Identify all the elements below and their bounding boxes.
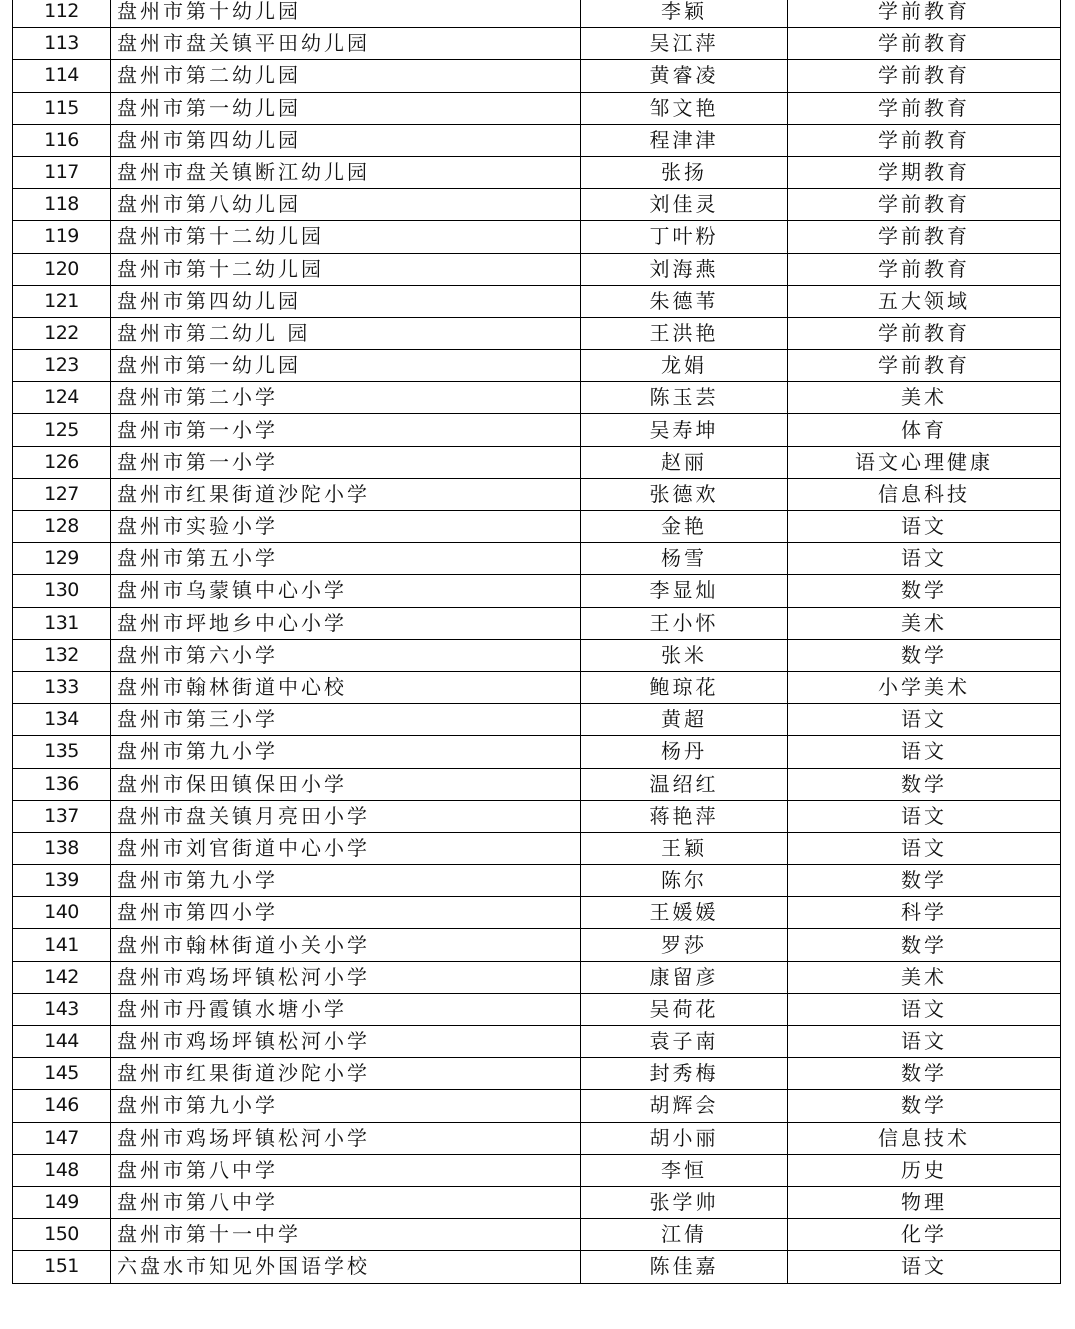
school-name-cell: 盘州市盘关镇平田幼儿园 <box>111 28 581 60</box>
row-number-cell: 131 <box>13 607 111 639</box>
teacher-name-cell: 李颖 <box>581 0 788 28</box>
table-row <box>13 92 1061 124</box>
table-row <box>13 511 1061 543</box>
school-name-cell: 盘州市第八中学 <box>111 1186 581 1218</box>
table-row <box>13 639 1061 671</box>
table-row <box>13 929 1061 961</box>
subject-cell: 学前教育 <box>788 189 1061 221</box>
row-number-cell: 141 <box>13 929 111 961</box>
teacher-name-cell: 江倩 <box>581 1219 788 1251</box>
table-row <box>13 446 1061 478</box>
row-number-cell: 120 <box>13 253 111 285</box>
school-name-cell: 盘州市红果街道沙陀小学 <box>111 1058 581 1090</box>
table-row <box>13 253 1061 285</box>
table-row <box>13 1186 1061 1218</box>
subject-cell: 学前教育 <box>788 92 1061 124</box>
school-name-cell: 盘州市第三小学 <box>111 704 581 736</box>
subject-cell: 体育 <box>788 414 1061 446</box>
table-row <box>13 28 1061 60</box>
teacher-name-cell: 黄睿凌 <box>581 60 788 92</box>
subject-cell: 语文 <box>788 511 1061 543</box>
subject-cell: 数学 <box>788 929 1061 961</box>
row-number-cell: 115 <box>13 92 111 124</box>
school-name-cell: 盘州市第一幼儿园 <box>111 92 581 124</box>
subject-cell: 数学 <box>788 768 1061 800</box>
teacher-name-cell: 温绍红 <box>581 768 788 800</box>
teacher-name-cell: 鲍琼花 <box>581 671 788 703</box>
row-number-cell: 128 <box>13 511 111 543</box>
row-number-cell: 119 <box>13 221 111 253</box>
subject-cell: 信息技术 <box>788 1122 1061 1154</box>
subject-cell: 历史 <box>788 1154 1061 1186</box>
table-row <box>13 414 1061 446</box>
table-row <box>13 317 1061 349</box>
subject-cell: 数学 <box>788 865 1061 897</box>
table-row <box>13 124 1061 156</box>
subject-cell: 数学 <box>788 575 1061 607</box>
row-number-cell: 117 <box>13 156 111 188</box>
school-name-cell: 盘州市第九小学 <box>111 865 581 897</box>
school-name-cell: 六盘水市知见外国语学校 <box>111 1251 581 1283</box>
table-row <box>13 607 1061 639</box>
school-name-cell: 盘州市盘关镇断江幼儿园 <box>111 156 581 188</box>
subject-cell: 语文 <box>788 704 1061 736</box>
school-name-cell: 盘州市鸡场坪镇松河小学 <box>111 1026 581 1058</box>
school-name-cell: 盘州市第六小学 <box>111 639 581 671</box>
row-number-cell: 122 <box>13 317 111 349</box>
row-number-cell: 150 <box>13 1219 111 1251</box>
table-row <box>13 768 1061 800</box>
school-name-cell: 盘州市第九小学 <box>111 736 581 768</box>
table-row <box>13 221 1061 253</box>
row-number-cell: 143 <box>13 993 111 1025</box>
school-name-cell: 盘州市第二小学 <box>111 382 581 414</box>
school-name-cell: 盘州市坪地乡中心小学 <box>111 607 581 639</box>
school-name-cell: 盘州市第一小学 <box>111 414 581 446</box>
subject-cell: 数学 <box>788 639 1061 671</box>
teacher-name-cell: 张德欢 <box>581 478 788 510</box>
teacher-name-cell: 张扬 <box>581 156 788 188</box>
table-row <box>13 1122 1061 1154</box>
table-row <box>13 1026 1061 1058</box>
subject-cell: 语文 <box>788 543 1061 575</box>
subject-cell: 物理 <box>788 1186 1061 1218</box>
teacher-name-cell: 张学帅 <box>581 1186 788 1218</box>
school-name-cell: 盘州市红果街道沙陀小学 <box>111 478 581 510</box>
subject-cell: 美术 <box>788 607 1061 639</box>
school-name-cell: 盘州市第十幼儿园 <box>111 0 581 28</box>
table-row <box>13 961 1061 993</box>
subject-cell: 化学 <box>788 1219 1061 1251</box>
table-row <box>13 0 1061 28</box>
school-name-cell: 盘州市第二幼儿 园 <box>111 317 581 349</box>
school-name-cell: 盘州市第十二幼儿园 <box>111 253 581 285</box>
table-row <box>13 800 1061 832</box>
teacher-name-cell: 程津津 <box>581 124 788 156</box>
subject-cell: 数学 <box>788 1058 1061 1090</box>
row-number-cell: 146 <box>13 1090 111 1122</box>
teacher-name-cell: 罗莎 <box>581 929 788 961</box>
school-name-cell: 盘州市鸡场坪镇松河小学 <box>111 1122 581 1154</box>
row-number-cell: 126 <box>13 446 111 478</box>
teacher-name-cell: 丁叶粉 <box>581 221 788 253</box>
row-number-cell: 130 <box>13 575 111 607</box>
subject-cell: 美术 <box>788 382 1061 414</box>
row-number-cell: 121 <box>13 285 111 317</box>
subject-cell: 语文 <box>788 800 1061 832</box>
teacher-name-cell: 蒋艳萍 <box>581 800 788 832</box>
subject-cell: 语文心理健康 <box>788 446 1061 478</box>
teacher-name-cell: 胡小丽 <box>581 1122 788 1154</box>
row-number-cell: 151 <box>13 1251 111 1283</box>
school-name-cell: 盘州市第十一中学 <box>111 1219 581 1251</box>
school-name-cell: 盘州市盘关镇月亮田小学 <box>111 800 581 832</box>
row-number-cell: 147 <box>13 1122 111 1154</box>
teacher-name-cell: 杨丹 <box>581 736 788 768</box>
row-number-cell: 129 <box>13 543 111 575</box>
row-number-cell: 124 <box>13 382 111 414</box>
teacher-name-cell: 王洪艳 <box>581 317 788 349</box>
table-row <box>13 575 1061 607</box>
teacher-name-cell: 王小怀 <box>581 607 788 639</box>
school-name-cell: 盘州市第十二幼儿园 <box>111 221 581 253</box>
teacher-name-cell: 王颖 <box>581 832 788 864</box>
teacher-name-cell: 吴江萍 <box>581 28 788 60</box>
row-number-cell: 145 <box>13 1058 111 1090</box>
school-name-cell: 盘州市第四幼儿园 <box>111 285 581 317</box>
teacher-roster-table <box>12 0 1061 1284</box>
table-row <box>13 1251 1061 1283</box>
table-row <box>13 832 1061 864</box>
table-row <box>13 865 1061 897</box>
row-number-cell: 133 <box>13 671 111 703</box>
teacher-name-cell: 陈玉芸 <box>581 382 788 414</box>
teacher-name-cell: 康留彦 <box>581 961 788 993</box>
school-name-cell: 盘州市翰林街道小关小学 <box>111 929 581 961</box>
table-row <box>13 897 1061 929</box>
school-name-cell: 盘州市第一小学 <box>111 446 581 478</box>
row-number-cell: 140 <box>13 897 111 929</box>
row-number-cell: 125 <box>13 414 111 446</box>
table-row <box>13 704 1061 736</box>
table-row <box>13 350 1061 382</box>
subject-cell: 信息科技 <box>788 478 1061 510</box>
row-number-cell: 148 <box>13 1154 111 1186</box>
subject-cell: 学前教育 <box>788 28 1061 60</box>
teacher-name-cell: 刘佳灵 <box>581 189 788 221</box>
subject-cell: 数学 <box>788 1090 1061 1122</box>
table-row <box>13 543 1061 575</box>
row-number-cell: 112 <box>13 0 111 28</box>
subject-cell: 学前教育 <box>788 60 1061 92</box>
subject-cell: 语文 <box>788 736 1061 768</box>
table-row <box>13 478 1061 510</box>
row-number-cell: 116 <box>13 124 111 156</box>
row-number-cell: 123 <box>13 350 111 382</box>
teacher-name-cell: 陈尔 <box>581 865 788 897</box>
school-name-cell: 盘州市刘官街道中心小学 <box>111 832 581 864</box>
teacher-name-cell: 陈佳嘉 <box>581 1251 788 1283</box>
table-row <box>13 1154 1061 1186</box>
school-name-cell: 盘州市鸡场坪镇松河小学 <box>111 961 581 993</box>
subject-cell: 学前教育 <box>788 350 1061 382</box>
school-name-cell: 盘州市翰林街道中心校 <box>111 671 581 703</box>
teacher-name-cell: 李恒 <box>581 1154 788 1186</box>
row-number-cell: 132 <box>13 639 111 671</box>
teacher-name-cell: 邹文艳 <box>581 92 788 124</box>
table-row <box>13 156 1061 188</box>
row-number-cell: 127 <box>13 478 111 510</box>
row-number-cell: 134 <box>13 704 111 736</box>
table-row <box>13 736 1061 768</box>
teacher-name-cell: 朱德苇 <box>581 285 788 317</box>
teacher-name-cell: 龙娟 <box>581 350 788 382</box>
row-number-cell: 118 <box>13 189 111 221</box>
teacher-name-cell: 赵丽 <box>581 446 788 478</box>
table-row <box>13 1090 1061 1122</box>
teacher-name-cell: 金艳 <box>581 511 788 543</box>
table-row <box>13 60 1061 92</box>
teacher-name-cell: 王媛媛 <box>581 897 788 929</box>
teacher-name-cell: 李显灿 <box>581 575 788 607</box>
teacher-name-cell: 黄超 <box>581 704 788 736</box>
row-number-cell: 135 <box>13 736 111 768</box>
school-name-cell: 盘州市第四小学 <box>111 897 581 929</box>
subject-cell: 学前教育 <box>788 221 1061 253</box>
subject-cell: 学前教育 <box>788 0 1061 28</box>
subject-cell: 五大领域 <box>788 285 1061 317</box>
school-name-cell: 盘州市实验小学 <box>111 511 581 543</box>
teacher-name-cell: 吴寿坤 <box>581 414 788 446</box>
table-row <box>13 189 1061 221</box>
subject-cell: 学期教育 <box>788 156 1061 188</box>
row-number-cell: 149 <box>13 1186 111 1218</box>
teacher-name-cell: 杨雪 <box>581 543 788 575</box>
row-number-cell: 137 <box>13 800 111 832</box>
row-number-cell: 136 <box>13 768 111 800</box>
teacher-name-cell: 吴荷花 <box>581 993 788 1025</box>
row-number-cell: 138 <box>13 832 111 864</box>
school-name-cell: 盘州市第五小学 <box>111 543 581 575</box>
teacher-name-cell: 封秀梅 <box>581 1058 788 1090</box>
teacher-name-cell: 刘海燕 <box>581 253 788 285</box>
row-number-cell: 113 <box>13 28 111 60</box>
table-row <box>13 993 1061 1025</box>
subject-cell: 学前教育 <box>788 124 1061 156</box>
subject-cell: 语文 <box>788 993 1061 1025</box>
school-name-cell: 盘州市乌蒙镇中心小学 <box>111 575 581 607</box>
subject-cell: 语文 <box>788 1026 1061 1058</box>
subject-cell: 学前教育 <box>788 317 1061 349</box>
subject-cell: 科学 <box>788 897 1061 929</box>
table-row <box>13 382 1061 414</box>
school-name-cell: 盘州市第二幼儿园 <box>111 60 581 92</box>
school-name-cell: 盘州市第四幼儿园 <box>111 124 581 156</box>
roster-table-body <box>13 0 1061 1283</box>
school-name-cell: 盘州市第八幼儿园 <box>111 189 581 221</box>
table-row <box>13 1219 1061 1251</box>
row-number-cell: 144 <box>13 1026 111 1058</box>
row-number-cell: 139 <box>13 865 111 897</box>
table-row <box>13 1058 1061 1090</box>
row-number-cell: 142 <box>13 961 111 993</box>
subject-cell: 学前教育 <box>788 253 1061 285</box>
subject-cell: 美术 <box>788 961 1061 993</box>
school-name-cell: 盘州市保田镇保田小学 <box>111 768 581 800</box>
school-name-cell: 盘州市第九小学 <box>111 1090 581 1122</box>
row-number-cell: 114 <box>13 60 111 92</box>
school-name-cell: 盘州市丹霞镇水塘小学 <box>111 993 581 1025</box>
table-row <box>13 671 1061 703</box>
school-name-cell: 盘州市第一幼儿园 <box>111 350 581 382</box>
table-row <box>13 285 1061 317</box>
subject-cell: 语文 <box>788 832 1061 864</box>
school-name-cell: 盘州市第八中学 <box>111 1154 581 1186</box>
teacher-name-cell: 张米 <box>581 639 788 671</box>
subject-cell: 小学美术 <box>788 671 1061 703</box>
teacher-name-cell: 袁子南 <box>581 1026 788 1058</box>
subject-cell: 语文 <box>788 1251 1061 1283</box>
teacher-name-cell: 胡辉会 <box>581 1090 788 1122</box>
